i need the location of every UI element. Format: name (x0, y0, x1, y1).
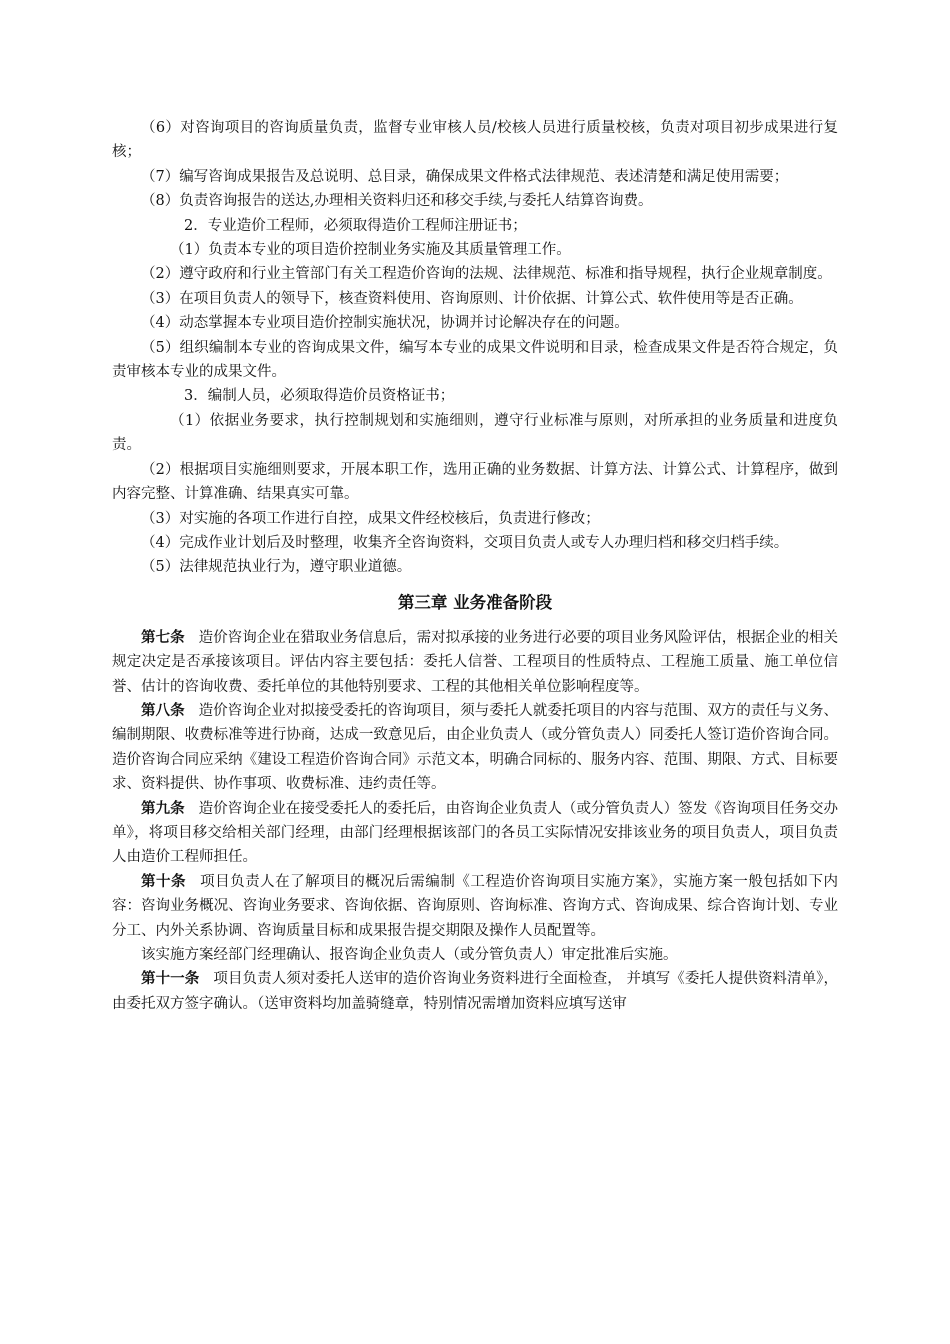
article-label: 第十一条 (141, 971, 200, 988)
duty-paragraph: 2．专业造价工程师，必须取得造价工程师注册证书； (184, 217, 527, 234)
duties-section (112, 116, 838, 580)
article-label: 第七条 (141, 629, 185, 646)
article-label: 第八条 (141, 702, 185, 719)
article-paragraph (112, 626, 838, 699)
duty-paragraph: （4）完成作业计划后及时整理，收集齐全咨询资料，交项目负责人或专人办理归档和移交归档手续。 (141, 534, 789, 551)
article-text: 项目负责人须对委托人送审的造价咨询业务资料进行全面检查， 并填写《委托人提供资料清单》，由委托双方签字确认。（送审资料均加盖骑缝章，特别情况需增加资料应填写送审 (112, 971, 839, 1012)
duty-paragraph: （2）遵守政府和行业主管部门有关工程造价咨询的法规、法律规范、标准和指导规程，执行企业规章制度。 (141, 266, 832, 283)
article-paragraph (112, 699, 838, 797)
duty-paragraph: （1）依据业务要求，执行控制规划和实施细则，遵守行业标准与原则，对所承担的业务质量和进度负责。 (112, 412, 838, 454)
duty-paragraph: （5）法律规范执业行为，遵守职业道德。 (141, 559, 412, 576)
chapter-title: 第三章 业务准备阶段 (397, 592, 553, 612)
duty-paragraph: （7）编写咨询成果报告及总说明、总目录，确保成果文件格式法律规范、表述清楚和满足使用需要； (141, 168, 789, 185)
article-text: 造价咨询企业在猎取业务信息后，需对拟承接的业务进行必要的项目业务风险评估，根据企业的相关规定决定是否承接该项目。评估内容主要包括：委托人信誉、工程项目的性质特点、工程施工质量、施工单位信誉、估计的咨询收费、委托单位的其他特别要求、工程的其他相关单位影响程度等。 (112, 629, 839, 695)
article-paragraph (112, 943, 838, 967)
duty-paragraph: （1）负责本专业的项目造价控制业务实施及其质量管理工作。 (170, 242, 571, 259)
duty-paragraph: （8）负责咨询报告的送达,办理相关资料归还和移交手续,与委托人结算咨询费。 (141, 193, 653, 210)
duty-paragraph: （5）组织编制本专业的咨询成果文件，编写本专业的成果文件说明和目录，检查成果文件是否符合规定，负责审核本专业的成果文件。 (112, 339, 838, 381)
article-paragraph (112, 967, 838, 1016)
duty-paragraph: 3．编制人员，必须取得造价员资格证书； (184, 388, 455, 405)
duty-paragraph: （6）对咨询项目的咨询质量负责，监督专业审核人员/校核人员进行质量校核，负责对项目初步成果进行复核； (112, 120, 838, 161)
article-text: 造价咨询企业在接受委托人的委托后，由咨询企业负责人（或分管负责人）签发《咨询项目任务交办单》，将项目移交给相关部门经理，由部门经理根据该部门的各员工实际情况安排该业务的项目负责人，项目负责人由造价工程师担任。 (112, 800, 839, 866)
duty-paragraph: （4）动态掌握本专业项目造价控制实施状况，协调并讨论解决存在的问题。 (141, 315, 629, 332)
document-page (112, 116, 838, 1016)
article-paragraph (112, 870, 838, 943)
article-paragraph (112, 797, 838, 870)
article-label: 第九条 (141, 800, 185, 817)
articles-section (112, 626, 838, 1017)
duty-paragraph: （2）根据项目实施细则要求，开展本职工作，选用正确的业务数据、计算方法、计算公式、计算程序，做到内容完整、计算准确、结果真实可靠。 (112, 461, 838, 503)
article-text: 该实施方案经部门经理确认、报咨询企业负责人（或分管负责人）审定批准后实施。 (141, 947, 678, 963)
article-text: 造价咨询企业对拟接受委托的咨询项目，须与委托人就委托项目的内容与范围、双方的责任与义务、编制期限、收费标准等进行协商，达成一致意见后，由企业负责人（或分管负责人）同委托人签订造价咨询合同。造价咨询合同应采纳《建设工程造价咨询合同》示范文本，明确合同标的、服务内容、范围、期限、方式、目标要求、资料提供、协作事项、收费标准、违约责任等。 (112, 702, 839, 793)
article-text: 项目负责人在了解项目的概况后需编制《工程造价咨询项目实施方案》，实施方案一般包括如下内容：咨询业务概况、咨询业务要求、咨询依据、咨询原则、咨询标准、咨询方式、咨询成果、综合咨询计划、专业分工、内外关系协调、咨询质量目标和成果报告提交期限及操作人员配置等。 (112, 873, 839, 939)
article-label: 第十条 (141, 873, 187, 890)
duty-paragraph: （3）在项目负责人的领导下，核查资料使用、咨询原则、计价依据、计算公式、软件使用等是否正确。 (141, 290, 803, 307)
duty-paragraph: （3）对实施的各项工作进行自控，成果文件经校核后，负责进行修改； (141, 510, 600, 527)
